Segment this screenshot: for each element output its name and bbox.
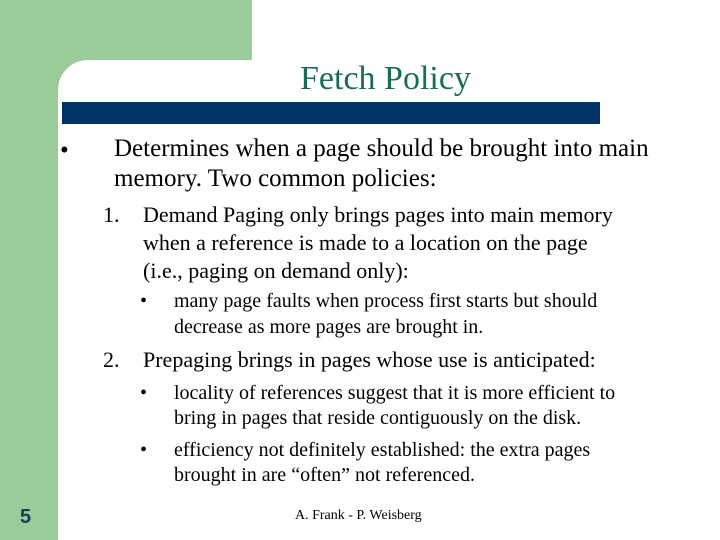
- item2-sub1-line-1: locality of references suggest that it is more efficient to: [174, 382, 616, 404]
- item2-sub1-bullet: •: [140, 382, 148, 404]
- slide-title: Fetch Policy: [300, 60, 471, 97]
- item2-number: 2.: [103, 347, 120, 372]
- item2-sub2-line-1: efficiency not definitely established: the extra pages: [174, 439, 591, 461]
- main-text-line-1: Determines when a page should be brought into main: [114, 135, 649, 162]
- main-text-line-2: memory. Two common policies:: [114, 165, 437, 192]
- decorative-green-top-block: [58, 0, 252, 60]
- page-number: 5: [20, 506, 32, 528]
- item2-line-1: Prepaging brings in pages whose use is anticipated:: [143, 347, 596, 372]
- title-underline-bar: [62, 102, 600, 124]
- item1-sub-line-2: decrease as more pages are brought in.: [174, 316, 484, 338]
- item1-number: 1.: [103, 202, 120, 227]
- footer-author: A. Frank - P. Weisberg: [295, 508, 422, 523]
- item1-sub-bullet: •: [140, 290, 148, 312]
- item1-line-2: when a reference is made to a location on the page: [143, 230, 588, 255]
- main-bullet: •: [60, 137, 69, 164]
- item2-sub1-line-2: bring in pages that reside contiguously on the disk.: [174, 407, 582, 429]
- decorative-green-sidebar: [0, 0, 58, 540]
- item1-line-3: (i.e., paging on demand only):: [143, 258, 409, 283]
- item2-sub2-bullet: •: [140, 439, 148, 461]
- item1-sub-line-1: many page faults when process first starts but should: [174, 290, 598, 312]
- item2-sub2-line-2: brought in are “often” not referenced.: [174, 464, 475, 486]
- item1-line-1: Demand Paging only brings pages into main memory: [143, 202, 613, 227]
